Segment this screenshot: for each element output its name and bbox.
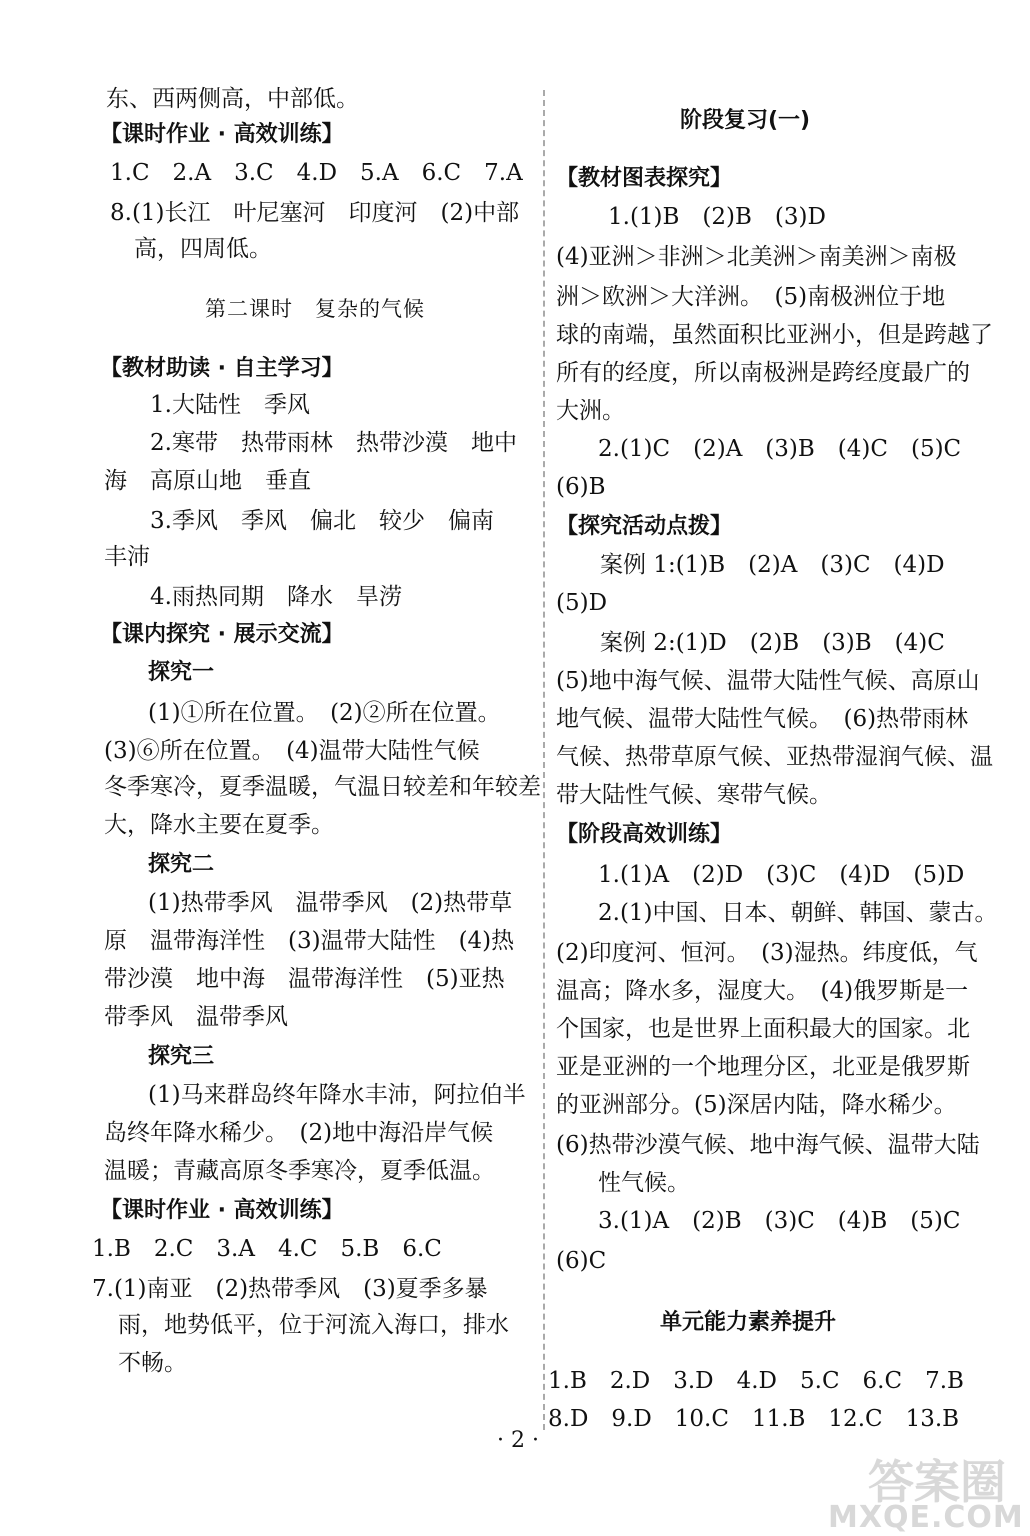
text-line: (1)热带季风 温带季风 (2)热带草 [148,890,513,916]
explore-heading: 探究二 [148,852,215,877]
text-line: (6)C [556,1248,607,1274]
text-line: 1.B 2.D 3.D 4.D 5.C 6.C 7.B [548,1368,964,1394]
text-line: 冬季寒冷，夏季温暖，气温日较差和年较差 [104,774,541,800]
section-header: 【教材图表探究】 [556,166,733,191]
text-line: (4)亚洲＞非洲＞北美洲＞南美洲＞南极 [556,244,957,270]
page-number: · 2 · [497,1428,539,1453]
section-header: 【探究活动点拨】 [556,514,733,539]
text-line: 东、西两侧高，中部低。 [106,86,359,112]
text-line: 8.(1)长江 叶尼塞河 印度河 (2)中部 [110,200,520,226]
text-line: 4.雨热同期 降水 旱涝 [150,584,402,610]
stage-review-title: 阶段复习(一) [680,108,811,133]
text-line: 大，降水主要在夏季。 [104,812,334,838]
text-line: (6)B [556,474,606,500]
text-line: 洲＞欧洲＞大洋洲。 (5)南极洲位于地 [556,284,946,310]
text-line: 雨，地势低平，位于河流入海口，排水 [118,1312,509,1338]
text-line: 案例 2:(1)D (2)B (3)B (4)C [600,630,945,656]
text-line: 亚是亚洲的一个地理分区，北亚是俄罗斯 [556,1054,970,1080]
text-line: (2)印度河、恒河。 (3)湿热。纬度低，气 [556,940,978,966]
text-line: 1.B 2.C 3.A 4.C 5.B 6.C [92,1236,442,1262]
text-line: 性气候。 [598,1170,690,1196]
text-line: 不畅。 [118,1350,187,1376]
text-line: 岛终年降水稀少。 (2)地中海沿岸气候 [104,1120,494,1146]
text-line: 高，四周低。 [134,236,272,262]
text-line: 1.C 2.A 3.C 4.D 5.A 6.C 7.A [110,160,523,186]
text-line: 原 温带海洋性 (3)温带大陆性 (4)热 [104,928,515,954]
text-line: 2.寒带 热带雨林 热带沙漠 地中 [150,430,517,456]
section-header: 【课时作业 · 高效训练】 [100,122,344,147]
text-line: 气候、热带草原气候、亚热带湿润气候、温 [556,744,993,770]
explore-heading: 探究一 [148,660,215,685]
explore-heading: 探究三 [148,1044,215,1069]
text-line: 案例 1:(1)B (2)A (3)C (4)D [600,552,945,578]
watermark-url: MXQE.COM [828,1500,1024,1535]
unit-ability-title: 单元能力素养提升 [660,1310,837,1335]
text-line: 2.(1)中国、日本、朝鲜、韩国、蒙古。 [598,900,998,926]
text-line: 3.季风 季风 偏北 较少 偏南 [150,508,494,534]
text-line: 球的南端，虽然面积比亚洲小，但是跨越了 [556,322,993,348]
text-line: 带季风 温带季风 [104,1004,288,1030]
section-header: 【课内探究 · 展示交流】 [100,622,344,647]
text-line: 温高；降水多，湿度大。 (4)俄罗斯是一 [556,978,969,1004]
text-line: (5)地中海气候、温带大陆性气候、高原山 [556,668,980,694]
section-header: 【课时作业 · 高效训练】 [100,1198,344,1223]
text-line: 所有的经度，所以南极洲是跨经度最广的 [556,360,970,386]
text-line: 3.(1)A (2)B (3)C (4)B (5)C [598,1208,961,1234]
text-line: (1)马来群岛终年降水丰沛，阿拉伯半 [148,1082,526,1108]
text-line: 8.D 9.D 10.C 11.B 12.C 13.B [548,1406,960,1432]
text-line: 2.(1)C (2)A (3)B (4)C (5)C [598,436,962,462]
text-line: 1.大陆性 季风 [150,392,310,418]
text-line: 温暖；青藏高原冬季寒冷，夏季低温。 [104,1158,495,1184]
text-line: 1.(1)A (2)D (3)C (4)D (5)D [598,862,965,888]
text-line: 个国家，也是世界上面积最大的国家。北 [556,1016,970,1042]
text-line: (3)⑥所在位置。 (4)温带大陆性气候 [104,738,480,764]
watermark-text: 答案圈 [868,1455,1006,1509]
section-header: 【阶段高效训练】 [556,822,733,847]
text-line: (5)D [556,590,608,616]
text-line: 丰沛 [104,544,150,570]
column-divider [543,90,545,1430]
watermark-logo [828,1446,1028,1534]
text-line: 带沙漠 地中海 温带海洋性 (5)亚热 [104,966,505,992]
section-header: 【教材助读 · 自主学习】 [100,356,344,381]
text-line: 的亚洲部分。(5)深居内陆，降水稀少。 [556,1092,957,1118]
text-line: 7.(1)南亚 (2)热带季风 (3)夏季多暴 [92,1276,488,1302]
text-line: 1.(1)B (2)B (3)D [608,204,826,230]
text-line: 带大陆性气候、寒带气候。 [556,782,832,808]
text-line: 海 高原山地 垂直 [104,468,311,494]
text-line: (1)①所在位置。 (2)②所在位置。 [148,700,501,726]
text-line: (6)热带沙漠气候、地中海气候、温带大陆 [556,1132,980,1158]
text-line: 大洲。 [556,398,625,424]
text-line: 地气候、温带大陆性气候。 (6)热带雨林 [556,706,969,732]
subheading: 第二课时 复杂的气候 [205,297,425,321]
